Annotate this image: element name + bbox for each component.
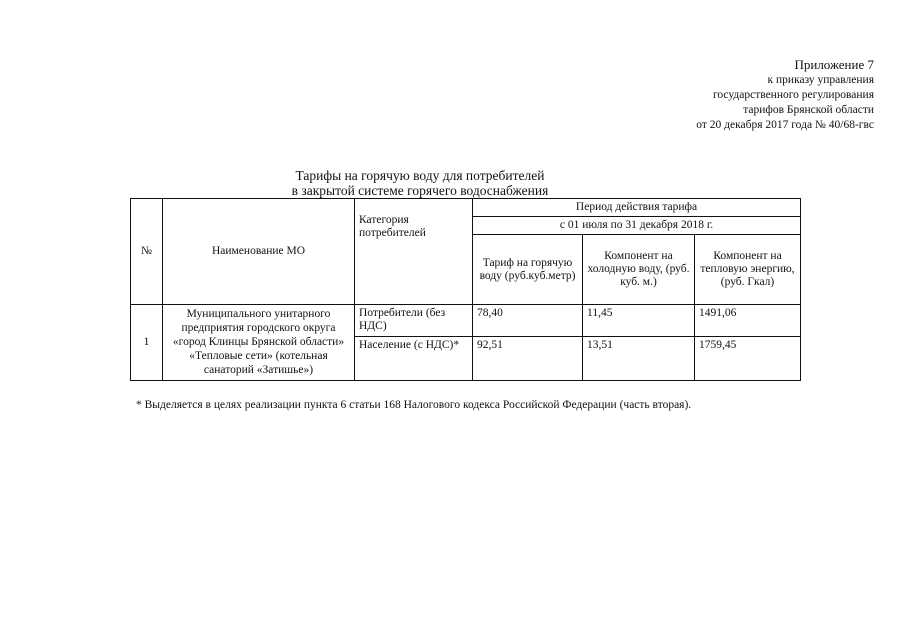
tariff-table — [130, 198, 801, 381]
header-tariff: Тариф на горячую воду (руб.куб.метр) — [473, 235, 583, 305]
row-tariff: 78,40 — [473, 305, 583, 337]
header-cold-component: Компонент на холодную воду, (руб. куб. м.) — [583, 235, 695, 305]
appendix-line: государственного регулирования — [712, 89, 874, 101]
appendix-line: Приложение 7 — [794, 57, 874, 72]
row-heat-component: 1491,06 — [695, 305, 801, 337]
footnote: * Выделяется в целях реализации пункта 6 статьи 168 Налогового кодекса Российской Федерации (часть вторая). — [136, 399, 692, 411]
row-tariff: 92,51 — [473, 337, 583, 381]
header-category: Категория потребителей — [355, 199, 473, 305]
row-heat-component: 1759,45 — [695, 337, 801, 381]
document-title — [260, 168, 580, 198]
row-mo: Муниципального унитарного предприятия городского округа «город Клинцы Брянской области» «Тепловые сети» (котельная санаторий «Затишье») — [163, 305, 355, 381]
header-num: № — [131, 199, 163, 305]
appendix-line: тарифов Брянской области — [743, 104, 874, 116]
header-heat-component: Компонент на тепловую энергию, (руб. Гкал) — [695, 235, 801, 305]
header-mo: Наименование МО — [163, 199, 355, 305]
title-line: в закрытой системе горячего водоснабжения — [291, 183, 549, 198]
title-line: Тарифы на горячую воду для потребителей — [295, 168, 545, 183]
appendix-block — [574, 56, 874, 133]
row-cold-component: 13,51 — [583, 337, 695, 381]
header-period-range: с 01 июля по 31 декабря 2018 г. — [473, 217, 801, 235]
appendix-line: к приказу управления — [767, 74, 874, 86]
row-num: 1 — [131, 305, 163, 381]
table-row — [131, 305, 801, 337]
header-period: Период действия тарифа — [473, 199, 801, 217]
row-cold-component: 11,45 — [583, 305, 695, 337]
row-category: Потребители (без НДС) — [355, 305, 473, 337]
row-category: Население (с НДС)* — [355, 337, 473, 381]
appendix-line: от 20 декабря 2017 года № 40/68-гвс — [696, 119, 874, 131]
